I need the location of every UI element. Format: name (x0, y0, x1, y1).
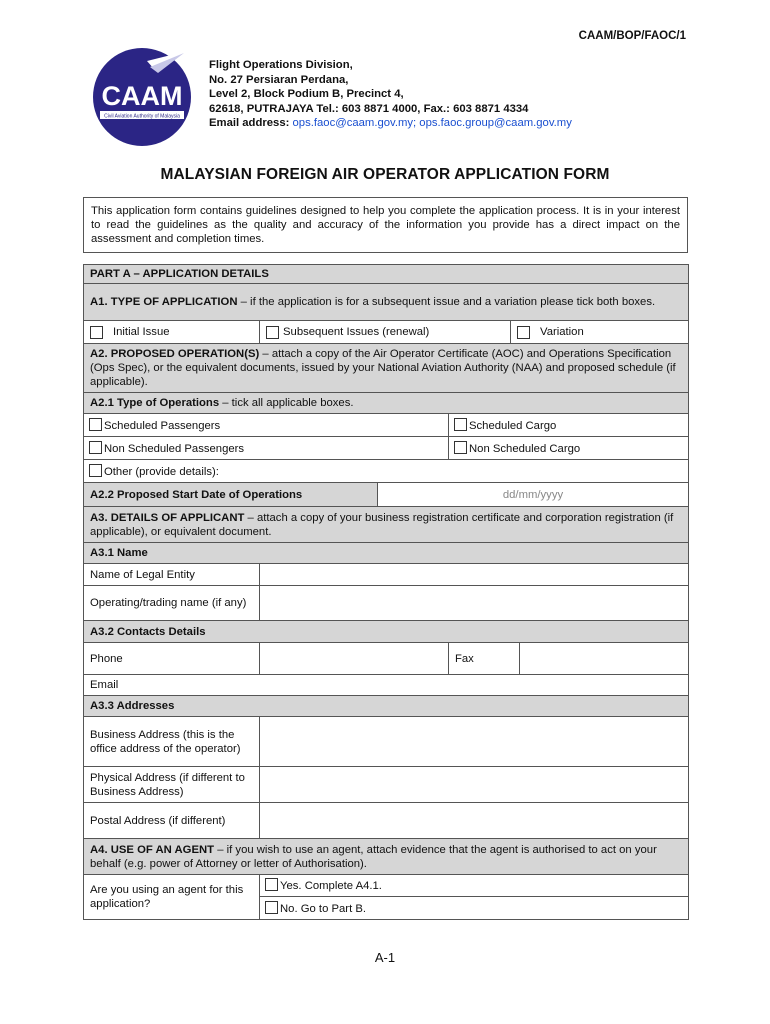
fax-field[interactable] (520, 643, 689, 675)
page-number: A-1 (374, 950, 396, 965)
option-scheduled-cargo[interactable] (449, 414, 689, 437)
email-label: Email address: (209, 117, 290, 129)
address-line-2: No. 27 Persiaran Perdana, (209, 73, 349, 86)
non-scheduled-cargo-checkbox[interactable] (454, 441, 467, 454)
a3-title: A3. DETAILS OF APPLICANT (90, 511, 245, 524)
form-title: MALAYSIAN FOREIGN AIR OPERATOR APPLICATION FORM (160, 166, 610, 183)
document-reference: CAAM/BOP/FAOC/1 (578, 30, 686, 42)
email-line (209, 116, 572, 131)
fax-label: Fax (449, 643, 520, 675)
scheduled-passengers-checkbox[interactable] (89, 418, 102, 431)
address-line-3: Level 2, Block Podium B, Precinct 4, (209, 88, 404, 100)
intro-text: This application form contains guidelines designed to help you complete the application process. It is in your interest to read the guidelines as the quality and accuracy of the information you provide has a direct impact on the assessment and completion times. (83, 197, 688, 253)
variation-checkbox[interactable] (517, 326, 530, 339)
non-scheduled-cargo-label: Non Scheduled Cargo (469, 442, 581, 455)
option-scheduled-passengers[interactable] (84, 414, 449, 437)
option-agent-yes[interactable] (260, 875, 689, 897)
a1-title: A1. TYPE OF APPLICATION (90, 296, 238, 308)
legal-entity-label: Name of Legal Entity (84, 564, 260, 586)
a31-header: A3.1 Name (84, 543, 689, 564)
a2-title: A2. PROPOSED OPERATION(S) (90, 348, 260, 360)
application-form-table (83, 264, 689, 920)
a21-desc: – tick all applicable boxes. (219, 397, 354, 409)
address-line-4: 62618, PUTRAJAYA Tel.: 603 8871 4000, Fax.: 603 8871 4334 (209, 102, 529, 115)
a4-title: A4. USE OF AN AGENT (90, 843, 215, 856)
scheduled-passengers-label: Scheduled Passengers (104, 419, 221, 432)
subsequent-issue-checkbox[interactable] (266, 326, 279, 339)
scheduled-cargo-label: Scheduled Cargo (469, 419, 557, 432)
email-label: Email (90, 679, 119, 691)
a22-label: A2.2 Proposed Start Date of Operations (84, 483, 378, 507)
phone-label: Phone (84, 643, 260, 675)
trading-name-field[interactable] (260, 586, 689, 621)
option-other[interactable] (84, 460, 689, 483)
physical-address-field[interactable] (260, 767, 689, 803)
variation-label: Variation (540, 326, 584, 338)
address-line-1: Flight Operations Division, (209, 59, 353, 71)
a1-header (84, 284, 689, 321)
business-address-field[interactable] (260, 717, 689, 767)
a2-desc: – attach a copy of the Air Operator Certificate (AOC) and Operations Specification (Ops Spec), or the equivalent documents, issued by your National Aviation Authority (NAA) and proposed schedule (if applicable). (90, 348, 676, 388)
caam-logo (92, 47, 192, 147)
option-initial-issue[interactable] (84, 321, 260, 343)
non-scheduled-passengers-checkbox[interactable] (89, 441, 102, 454)
a2-header (84, 344, 689, 393)
a3-desc: – attach a copy of your business registration certificate and corporation registration (if applicable), or equivalent document. (90, 511, 674, 538)
option-non-scheduled-passengers[interactable] (84, 437, 449, 460)
a32-header: A3.2 Contacts Details (84, 621, 689, 643)
logo-text: CAAM (101, 81, 183, 111)
option-subsequent-issue[interactable] (260, 321, 511, 343)
a21-title: A2.1 Type of Operations (90, 397, 220, 409)
email-links[interactable]: ops.faoc@caam.gov.my; ops.faoc.group@caam.gov.my (292, 117, 572, 129)
trading-name-label: Operating/trading name (if any) (84, 586, 260, 621)
a4-header (84, 839, 689, 875)
logo-subtext: Civil Aviation Authority of Malaysia (104, 113, 180, 120)
phone-field[interactable] (260, 643, 449, 675)
agent-yes-label: Yes. Complete A4.1. (280, 880, 382, 892)
agent-yes-checkbox[interactable] (265, 878, 278, 891)
other-label: Other (provide details): (104, 465, 219, 478)
a1-desc: – if the application is for a subsequent issue and a variation please tick both boxes. (237, 296, 656, 308)
non-scheduled-passengers-label: Non Scheduled Passengers (104, 442, 245, 455)
email-row[interactable] (84, 675, 689, 696)
a3-header (84, 507, 689, 543)
agent-no-checkbox[interactable] (265, 901, 278, 914)
agent-question: Are you using an agent for this application? (84, 875, 260, 920)
address-block (209, 58, 572, 131)
option-non-scheduled-cargo[interactable] (449, 437, 689, 460)
subsequent-issue-label: Subsequent Issues (renewal) (283, 326, 430, 338)
scheduled-cargo-checkbox[interactable] (454, 418, 467, 431)
physical-address-label: Physical Address (if different to Business Address) (84, 767, 260, 803)
part-a-heading: PART A – APPLICATION DETAILS (84, 265, 689, 284)
legal-entity-field[interactable] (260, 564, 689, 586)
start-date-field[interactable]: dd/mm/yyyy (378, 483, 689, 507)
postal-address-field[interactable] (260, 803, 689, 839)
business-address-label: Business Address (this is the office address of the operator) (84, 717, 260, 767)
option-agent-no[interactable] (260, 897, 689, 920)
postal-address-label: Postal Address (if different) (84, 803, 260, 839)
option-variation[interactable] (511, 321, 688, 343)
other-checkbox[interactable] (89, 464, 102, 477)
a21-header (84, 393, 689, 414)
a4-desc: – if you wish to use an agent, attach evidence that the agent is authorised to act on your behalf (e.g. power of Attorney or letter of Authorisation). (90, 843, 657, 870)
a33-header: A3.3 Addresses (84, 696, 689, 717)
initial-issue-label: Initial Issue (113, 326, 170, 338)
initial-issue-checkbox[interactable] (90, 326, 103, 339)
agent-no-label: No. Go to Part B. (280, 902, 367, 915)
